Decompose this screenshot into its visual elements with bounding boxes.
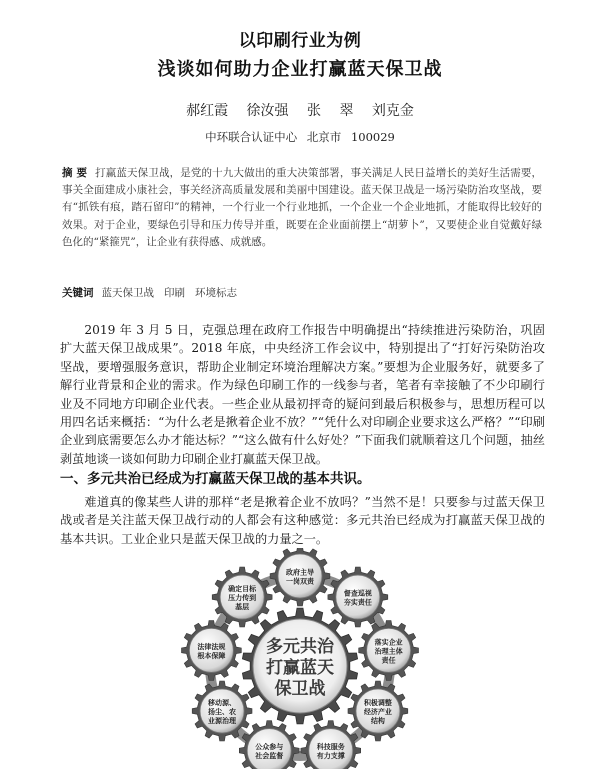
keyword: 环境标志 [195, 287, 237, 299]
gear-node [270, 548, 330, 606]
gear-node-label: 积极调整 [363, 699, 392, 707]
gear-node-label: 根本保障 [197, 651, 226, 660]
paragraph-2: 难道真的像某些人讲的那样“老是揪着企业不放吗？”当然不是！只要参与过蓝天保卫战或者是关注蓝天保卫战行动的人都会有这种感觉：多元共治已经成为打赢蓝天保卫战的基本共识。工业企业只是蓝天保卫战的力量之一。 [60, 495, 545, 546]
keyword: 蓝天保卫战 [101, 287, 154, 299]
gear-node-label: 基层 [235, 603, 250, 612]
center-gear [242, 608, 357, 724]
gear-node [182, 621, 242, 681]
gear-node-label: 确定目标 [228, 585, 257, 594]
gear-node [301, 721, 361, 769]
center-gear-label: 多元共治 [266, 637, 334, 657]
gear-node-label: 扬尘、农 [208, 708, 237, 716]
gear-node-label: 业源治理 [208, 717, 237, 725]
gear-node-label: 落实企业 [374, 638, 403, 647]
gear-node-label: 公众参与 [255, 743, 284, 752]
gear-node [239, 721, 299, 769]
gear-diagram-figure [150, 548, 450, 769]
gear-node-label: 科技服务 [316, 743, 345, 752]
gear-node-label: 结构 [370, 717, 385, 725]
gear-node [359, 621, 419, 681]
gear-node-label: 压力传到 [228, 594, 257, 603]
gear-node-label: 社会监督 [255, 752, 284, 761]
gear-node-label: 有力支撑 [316, 752, 345, 761]
gear-node-label: 督查巡视 [343, 589, 372, 598]
gear-node-label: 经济产业 [363, 708, 392, 716]
center-gear-label: 保卫战 [274, 679, 326, 699]
keyword: 印刷 [164, 287, 185, 299]
gear-node-label: 法律法规 [197, 642, 226, 651]
gear-node-label: 一岗双责 [286, 577, 314, 586]
abstract-label: 摘 要 [62, 167, 88, 179]
gear-node-label: 责任 [381, 656, 396, 665]
gear-node-label: 治理主体 [374, 647, 403, 656]
title-line-1: 以印刷行业为例 [238, 31, 362, 51]
gear-node-label: 移动源、 [208, 699, 237, 707]
gear-node-label: 政府主导 [286, 568, 314, 577]
affiliation: 中环联合认证中心 北京市 100029 [205, 130, 395, 144]
gear-node-label: 夯实责任 [343, 598, 372, 607]
section-heading-1: 一、多元共治已经成为打赢蓝天保卫战的基本共识。 [60, 471, 371, 487]
abstract-text: 打赢蓝天保卫战，是党的十九大做出的重大决策部署，事关满足人民日益增长的美好生活需要，事关全面建成小康社会，事关经济高质量发展和美丽中国建设。蓝天保卫战是一场污染防治攻坚战，要有“抓铁有痕，踏石留印”的精神，一个行业一个行业地抓，一个企业一个企业地抓，才能取得比较好的效果。对于企业，要绿色引导和压力传导并重，既要在企业面前摆上“胡萝卜”，又要使企业自觉戴好绿色化的“紧箍咒”，让企业有获得感、成就感。 [62, 167, 543, 248]
center-gear-label: 打赢蓝天 [266, 658, 334, 678]
keywords [62, 285, 542, 301]
paragraph-1: 2019 年 3 月 5 日，克强总理在政府工作报告中明确提出“持续推进污染防治，巩固扩大蓝天保卫战成果”。2018 年底，中央经济工作会议中，特别提出了“打好污染防治攻坚战，要增强服务意识，帮助企业制定环境治理解决方案。”要想为企业服务好，就要多了解行业背景和企业的需求。作为绿色印刷工作的一线参与者，笔者有幸接触了不少印刷行业及不同地方印刷企业代表。一些企业从最初抨奇的疑问到最后积极参与，思想历程可以用四名话来概括：“为什么老是揪着企业不放？”“凭什么对印刷企业要求这么严格？”“印刷企业到底需要怎么办才能达标？”“这么做有什么好处？”下面我们就顺着这几个问题，抽丝剥茧地谈一谈如何助力印刷企业打赢蓝天保卫战。 [60, 323, 545, 466]
authors: 郝红霞 徐汝强 张 翠 刘克金 [186, 103, 414, 119]
abstract [62, 165, 542, 251]
keywords-label: 关键词 [62, 287, 94, 299]
gear-diagram [150, 548, 450, 769]
title-line-2: 浅谈如何助力企业打赢蓝天保卫战 [157, 59, 443, 80]
